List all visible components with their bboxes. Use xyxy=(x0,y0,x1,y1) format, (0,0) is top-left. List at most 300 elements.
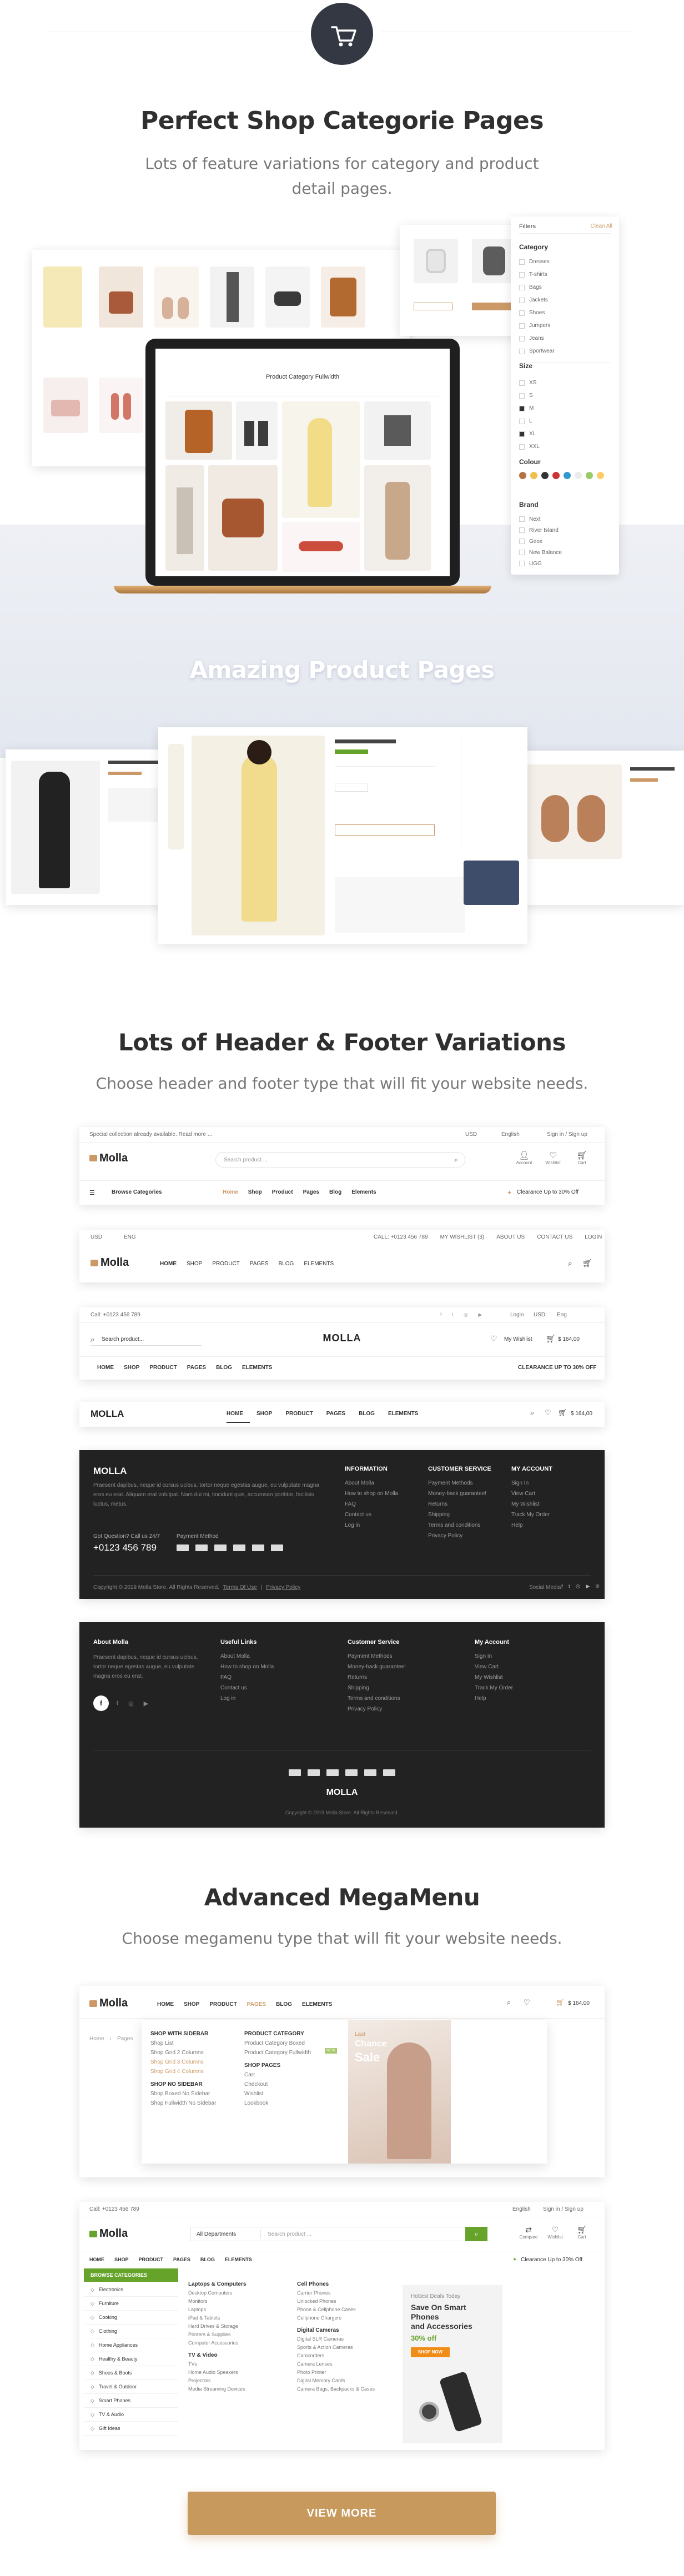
header3-wishlist[interactable]: My Wishlist xyxy=(504,1336,532,1342)
footer-variant-2 xyxy=(79,1622,605,1828)
header1-signin[interactable]: Sign in / Sign up xyxy=(547,1131,587,1138)
footer-link[interactable]: View Cart xyxy=(475,1664,499,1670)
nav-item[interactable]: SHOP xyxy=(124,1365,140,1371)
twitter-icon[interactable]: t xyxy=(117,1700,119,1707)
filter-category-item[interactable] xyxy=(519,306,611,319)
footer-link[interactable]: How to shop on Molla xyxy=(345,1491,399,1497)
footer-link[interactable]: My Wishlist xyxy=(511,1501,540,1507)
megamenu-link[interactable]: Shop Grid 3 Columns xyxy=(150,2059,204,2065)
header1-notice[interactable]: Special collection already available. Read more ... xyxy=(89,1131,213,1138)
cart-icon[interactable]: 🛒︎ xyxy=(556,1998,565,2006)
header4-logo[interactable]: MOLLA xyxy=(90,1408,124,1419)
megamenu-link[interactable]: Media Streaming Devices xyxy=(188,2386,245,2392)
megamenu1-col1-title2[interactable]: SHOP NO SIDEBAR xyxy=(150,2081,203,2087)
category-item[interactable] xyxy=(84,2422,178,2436)
checkbox[interactable] xyxy=(519,516,525,522)
footer-link[interactable]: Track My Order xyxy=(511,1512,550,1518)
nav-item[interactable]: PRODUCT xyxy=(138,2257,164,2262)
nav-item[interactable]: PAGES xyxy=(187,1365,207,1371)
footer-link[interactable]: Shipping xyxy=(428,1512,450,1518)
filters-panel xyxy=(511,217,619,575)
megamenu-link[interactable]: Lookbook xyxy=(244,2100,269,2106)
nav-item[interactable]: PRODUCT xyxy=(149,1365,177,1371)
megamenu-link[interactable]: Laptops xyxy=(188,2307,207,2312)
megamenu-link[interactable]: Product Category Fullwidth xyxy=(244,2050,311,2056)
category-item[interactable] xyxy=(84,2325,178,2338)
banner-sale: Sale xyxy=(355,2050,380,2064)
footer2-logo[interactable]: MOLLA xyxy=(326,1788,358,1797)
active-nav-underline xyxy=(227,1422,250,1423)
color-swatch[interactable] xyxy=(552,472,560,479)
nav-item[interactable]: PRODUCT xyxy=(285,1411,313,1417)
megamenu-link[interactable]: Camera Lenses xyxy=(297,2361,333,2367)
footer-column-title: Customer Service xyxy=(348,1639,400,1646)
filters-category-title[interactable]: Category xyxy=(519,243,549,251)
header1-promo[interactable]: Clearance Up to 30% Off xyxy=(517,1189,579,1195)
category-item[interactable] xyxy=(84,2297,178,2311)
shop-now-button[interactable]: SHOP NOW xyxy=(411,2347,450,2357)
header3-cart-total[interactable]: $ 164,00 xyxy=(558,1336,580,1342)
checkbox[interactable] xyxy=(519,380,525,386)
megamenu-link[interactable]: Computer Accessories xyxy=(188,2340,239,2346)
filter-size-label: S xyxy=(529,393,533,399)
nav-item[interactable]: ELEMENTS xyxy=(388,1411,419,1417)
product-thumb-sandal xyxy=(99,378,143,433)
view-more-label: VIEW MORE xyxy=(306,2507,377,2519)
filter-category-label: Shoes xyxy=(529,310,545,316)
product-main-image-yellow-dress xyxy=(192,736,325,935)
megamenu2-promo[interactable]: Clearance Up to 30% Off xyxy=(521,2257,582,2263)
checkbox[interactable] xyxy=(519,444,525,450)
header3-promo[interactable]: CLEARANCE UP TO 30% OFF xyxy=(518,1365,597,1371)
megamenu-link[interactable]: Monitors xyxy=(188,2298,208,2304)
megamenu1-banner[interactable] xyxy=(348,2020,451,2164)
nav-item[interactable]: Shop xyxy=(248,1189,262,1195)
megamenu-link[interactable]: Shop Boxed No Sidebar xyxy=(150,2091,210,2097)
megamenu2-all-departments[interactable]: All Departments xyxy=(197,2231,237,2237)
megamenu-link[interactable]: Shop Grid 2 Columns xyxy=(150,2050,204,2056)
footer-link[interactable]: FAQ xyxy=(220,1674,232,1681)
header1-language[interactable]: English xyxy=(501,1131,520,1138)
nav-item[interactable]: ELEMENTS xyxy=(304,1261,334,1267)
megamenu2-language[interactable]: English xyxy=(512,2206,531,2212)
footer-link[interactable]: View Cart xyxy=(511,1491,536,1497)
megamenu1-col1-title[interactable]: SHOP WITH SIDEBAR xyxy=(150,2031,209,2037)
megamenu-link[interactable]: TVs xyxy=(188,2361,198,2367)
megamenu2-col2-title[interactable]: Cell Phones xyxy=(297,2281,329,2287)
color-swatch[interactable] xyxy=(530,472,537,479)
filters-brand-title[interactable]: Brand xyxy=(519,501,539,509)
nav-item[interactable]: Blog xyxy=(329,1189,342,1195)
header1-currency[interactable]: USD xyxy=(465,1131,477,1138)
header-icon-label: Account xyxy=(516,1160,532,1165)
filter-category-item[interactable] xyxy=(519,281,611,294)
category-icon: ◇ xyxy=(90,2425,94,2431)
hamburger-icon[interactable]: ☰ xyxy=(89,1190,95,1196)
nav-item[interactable]: Product xyxy=(271,1189,293,1195)
footer-link[interactable]: Track My Order xyxy=(475,1685,514,1691)
footer1-terms-link[interactable]: Terms Of Use xyxy=(223,1584,257,1591)
filters-size-title[interactable]: Size xyxy=(519,362,533,370)
megamenu-link[interactable]: Product Category Boxed xyxy=(244,2040,305,2046)
nav-item[interactable]: HOME xyxy=(160,1261,177,1267)
header3-call[interactable]: Call: +0123 456 789 xyxy=(90,1312,140,1318)
megamenu-link[interactable]: iPad & Tablets xyxy=(188,2315,220,2321)
banner-chance: Chance xyxy=(355,2039,387,2049)
footer-column-title: CUSTOMER SERVICE xyxy=(428,1466,491,1472)
megamenu-link[interactable]: Unlocked Phones xyxy=(297,2298,336,2304)
nav-item[interactable]: HOME xyxy=(157,2001,174,2008)
megamenu-link[interactable]: Desktop Computers xyxy=(188,2290,233,2296)
facebook-icon[interactable]: f xyxy=(93,1695,109,1711)
size-select[interactable] xyxy=(335,783,368,792)
megamenu-link[interactable]: Digital Memory Cards xyxy=(297,2378,345,2383)
footer-link[interactable]: FAQ xyxy=(345,1501,356,1507)
color-swatch[interactable] xyxy=(519,472,526,479)
filter-size-item[interactable] xyxy=(519,389,611,402)
footer-link[interactable]: Payment Methods xyxy=(428,1480,473,1486)
filter-category-item[interactable] xyxy=(519,255,611,268)
megamenu1-cart-total[interactable]: $ 164,00 xyxy=(568,2000,590,2006)
footer-link[interactable]: Privacy Policy xyxy=(348,1706,383,1712)
megamenu-link[interactable]: Shop List xyxy=(150,2040,174,2046)
checkbox[interactable] xyxy=(519,336,525,341)
filter-category-label: Jeans xyxy=(529,335,544,341)
header1-search[interactable] xyxy=(215,1152,465,1168)
header1-logo[interactable]: Molla xyxy=(99,1152,128,1164)
filter-category-item[interactable] xyxy=(519,345,611,358)
header2-logo[interactable]: Molla xyxy=(100,1256,129,1269)
megamenu2-browse-header[interactable] xyxy=(84,2268,178,2282)
product-section-title: Amazing Product Pages xyxy=(189,656,495,683)
payment-card-icon xyxy=(195,1544,208,1551)
category-item[interactable] xyxy=(84,2283,178,2297)
footer-link[interactable]: Help xyxy=(511,1522,523,1528)
add-to-cart-button[interactable] xyxy=(414,303,452,310)
checkbox[interactable] xyxy=(519,259,525,265)
footer-column xyxy=(220,1639,348,1714)
header1-search-placeholder: Search product ... xyxy=(224,1157,268,1163)
account-icon[interactable]: 👤︎ Account xyxy=(510,1150,539,1173)
nav-item[interactable]: HOME xyxy=(227,1411,243,1417)
category-icon: ◇ xyxy=(90,2286,94,2292)
megamenu-link[interactable]: Photo Printer xyxy=(297,2369,326,2375)
cart-icon xyxy=(311,3,373,65)
megamenu-section-title: Advanced MegaMenu xyxy=(204,1884,480,1911)
header2-language[interactable]: ENG xyxy=(124,1234,136,1240)
category-item[interactable] xyxy=(84,2366,178,2380)
header3-currency[interactable]: USD xyxy=(534,1312,546,1318)
search-icon[interactable]: ⌕ xyxy=(90,1335,95,1344)
megamenu2-banner[interactable] xyxy=(403,2285,502,2443)
cart-icon[interactable]: 🛒︎ xyxy=(546,1334,556,1343)
footer-link[interactable]: Log in xyxy=(345,1522,360,1528)
nav-item[interactable]: ELEMENTS xyxy=(224,2257,252,2262)
header3-language[interactable]: Eng xyxy=(557,1312,567,1318)
product-page-preview-right xyxy=(522,751,684,905)
header3-logo[interactable]: MOLLA xyxy=(323,1332,361,1344)
megamenu-link[interactable]: Carrier Phones xyxy=(297,2290,331,2296)
nav-item[interactable]: BLOG xyxy=(200,2257,215,2262)
footer-link[interactable]: Contact us xyxy=(220,1685,247,1691)
cart-icon[interactable]: 🛒︎ Cart xyxy=(567,1150,596,1173)
footer-link[interactable]: Privacy Policy xyxy=(428,1533,463,1539)
checkbox[interactable] xyxy=(519,298,525,303)
filter-size-item[interactable] xyxy=(519,440,611,453)
filter-brand-item[interactable] xyxy=(519,547,611,558)
breadcrumb-pages[interactable]: Pages xyxy=(117,2036,133,2042)
heart-icon[interactable]: ♡ Wishlist xyxy=(539,1150,567,1173)
footer-link[interactable]: Returns xyxy=(348,1674,368,1681)
footer1-copyright: Copyright © 2019 Molla Store. All Rights Reserved. xyxy=(93,1584,219,1591)
filter-category-item[interactable] xyxy=(519,268,611,281)
view-more-button[interactable] xyxy=(188,2492,496,2535)
nav-item[interactable]: PAGES xyxy=(247,2001,266,2008)
nav-item[interactable]: HOME xyxy=(97,1365,114,1371)
megamenu-link[interactable]: Shop Fullwidth No Sidebar xyxy=(150,2100,217,2106)
header2-top-link[interactable]: LOGIN xyxy=(585,1234,602,1240)
header2-top-link[interactable]: CONTACT US xyxy=(537,1234,573,1240)
checkbox[interactable] xyxy=(519,272,525,278)
megamenu-link[interactable]: Projectors xyxy=(188,2378,211,2383)
checkbox[interactable] xyxy=(519,323,525,329)
megamenu1-col2-title[interactable]: PRODUCT CATEGORY xyxy=(244,2031,304,2037)
search-icon[interactable]: ⌕ xyxy=(454,1156,458,1164)
checkbox[interactable] xyxy=(519,419,525,424)
nav-item[interactable]: SHOP xyxy=(114,2257,129,2262)
youtube-icon[interactable]: ▶ xyxy=(143,1700,149,1707)
megamenu-link[interactable]: Wishlist xyxy=(244,2091,264,2097)
megamenu2-col1-title[interactable]: Laptops & Computers xyxy=(188,2281,247,2287)
checkbox[interactable] xyxy=(519,539,525,544)
nav-item[interactable]: SHOP xyxy=(187,1261,203,1267)
filter-brand-item[interactable] xyxy=(519,536,611,547)
filter-category-label: Dresses xyxy=(529,259,550,265)
nav-item[interactable]: HOME xyxy=(89,2257,104,2262)
header3-login[interactable]: Login xyxy=(510,1312,524,1318)
nav-item[interactable]: SHOP xyxy=(184,2001,200,2008)
megamenu2-signin[interactable]: Sign in / Sign up xyxy=(543,2206,584,2212)
nav-item[interactable]: PAGES xyxy=(326,1411,346,1417)
megamenu2-col1-title2[interactable]: TV & Video xyxy=(188,2352,218,2358)
heart-icon[interactable]: ♡ xyxy=(490,1334,497,1343)
nav-item[interactable]: BLOG xyxy=(276,2001,292,2008)
category-item[interactable] xyxy=(84,2408,178,2422)
category-item[interactable] xyxy=(84,2338,178,2352)
footer-link[interactable]: Terms and conditions xyxy=(428,1522,481,1528)
filter-category-label: Jackets xyxy=(529,297,548,303)
megamenu-link[interactable]: Camera Bags, Backpacks & Cases xyxy=(297,2386,375,2392)
megamenu1-logo[interactable]: Molla xyxy=(99,1997,128,2009)
megamenu2-logo[interactable]: Molla xyxy=(99,2227,128,2240)
social-icons[interactable]: f t ◎ ▶ ℗ xyxy=(561,1583,602,1589)
checkbox[interactable] xyxy=(519,431,525,437)
header-variant-2 xyxy=(79,1230,605,1282)
category-icon: ◇ xyxy=(90,2397,94,2403)
footer1-privacy-link[interactable]: Privacy Policy xyxy=(266,1584,301,1591)
nav-item[interactable]: PAGES xyxy=(249,1261,269,1267)
filter-brand-item[interactable] xyxy=(519,514,611,525)
heart-icon[interactable]: ♡ Wishlist xyxy=(542,2225,569,2240)
footer-link[interactable]: Sign In xyxy=(511,1480,529,1486)
footer-link[interactable]: Contact us xyxy=(345,1512,371,1518)
checkbox[interactable] xyxy=(519,406,525,411)
checkbox[interactable] xyxy=(519,527,525,533)
compare-icon[interactable]: ⇄ Compare xyxy=(515,2225,542,2240)
category-label: Healthy & Beauty xyxy=(98,2356,138,2362)
footer1-phone[interactable]: +0123 456 789 xyxy=(93,1542,157,1553)
cart-icon[interactable]: 🛒︎ xyxy=(558,1408,567,1417)
product-thumb-bag xyxy=(99,266,143,328)
megamenu1-dropdown xyxy=(142,2020,547,2164)
filter-size-item[interactable] xyxy=(519,376,611,389)
filter-size-label: XXL xyxy=(529,444,540,450)
nav-item[interactable]: ELEMENTS xyxy=(301,2001,333,2008)
header2-top-link[interactable]: CALL: +0123 456 789 xyxy=(374,1234,428,1240)
category-item[interactable] xyxy=(84,2394,178,2408)
footer-link[interactable]: How to shop on Molla xyxy=(220,1664,274,1670)
search-icon[interactable]: ⌕ xyxy=(465,2227,487,2241)
color-swatch[interactable] xyxy=(541,472,549,479)
header1-browse[interactable]: Browse Categories xyxy=(112,1189,162,1195)
product-thumb-sneakers xyxy=(265,266,310,328)
megamenu-link[interactable]: Phone & Cellphone Cases xyxy=(297,2307,356,2312)
megamenu-link[interactable]: Printers & Supplies xyxy=(188,2332,231,2337)
megamenu-link[interactable]: Cellphone Chargers xyxy=(297,2315,342,2321)
filter-category-label: Sportwear xyxy=(529,348,555,354)
category-item[interactable] xyxy=(84,2311,178,2325)
shop-section-subtitle-2: detail pages. xyxy=(291,179,393,198)
filters-clear-link[interactable]: Clean All xyxy=(590,223,612,229)
checkbox[interactable] xyxy=(519,393,525,399)
header3-search-placeholder[interactable]: Search product... xyxy=(102,1336,144,1342)
category-item[interactable] xyxy=(84,2380,178,2394)
checkbox[interactable] xyxy=(519,285,525,290)
nav-item[interactable]: Elements xyxy=(351,1189,376,1195)
color-swatch[interactable] xyxy=(597,472,604,479)
filter-size-item[interactable] xyxy=(519,427,611,440)
nav-item[interactable]: PRODUCT xyxy=(212,1261,240,1267)
filter-brand-label: New Balance xyxy=(529,549,562,556)
search-icon[interactable]: ⌕ xyxy=(568,1259,572,1267)
color-swatch[interactable] xyxy=(564,472,571,479)
megamenu-link[interactable]: Camcorders xyxy=(297,2353,325,2358)
footer2-about: Praesent dapibus, neque id cursus ucibus, tortor neque egestas augue, eu vulputate magna eros eu erat. xyxy=(93,1654,198,1679)
nav-item[interactable]: BLOG xyxy=(278,1261,294,1267)
filter-category-item[interactable] xyxy=(519,319,611,332)
category-icon: ◇ xyxy=(90,2342,94,2348)
heart-icon[interactable]: ♡ xyxy=(545,1408,551,1417)
header2-top-link[interactable]: ABOUT US xyxy=(496,1234,525,1240)
breadcrumb-home[interactable]: Home xyxy=(89,2036,104,2042)
filter-size-item[interactable] xyxy=(519,402,611,415)
filter-category-item[interactable] xyxy=(519,294,611,306)
category-label: Clothing xyxy=(98,2328,117,2334)
footer-link[interactable]: Payment Methods xyxy=(348,1653,393,1659)
header-variant-1 xyxy=(79,1127,605,1205)
color-swatch[interactable] xyxy=(575,472,582,479)
megamenu2-col2-title2[interactable]: Digital Cameras xyxy=(297,2327,339,2333)
cart-icon[interactable]: 🛒︎ Cart xyxy=(569,2225,595,2240)
megamenu2-call[interactable]: Call: +0123 456 789 xyxy=(89,2206,139,2212)
checkbox[interactable] xyxy=(519,310,525,316)
social-icons[interactable]: f t ◎ ▶ xyxy=(440,1312,487,1317)
footer-link[interactable]: Returns xyxy=(428,1501,448,1507)
search-icon[interactable]: ⌕ xyxy=(507,1998,511,2006)
heart-icon[interactable]: ♡ xyxy=(524,1998,530,2006)
header2-top-link[interactable]: MY WISHLIST (3) xyxy=(440,1234,485,1240)
megamenu1-col2-title2[interactable]: SHOP PAGES xyxy=(244,2062,281,2069)
megamenu-link[interactable]: Shop Grid 4 Columns xyxy=(150,2069,204,2075)
megamenu-link[interactable]: Home Audio Speakers xyxy=(188,2369,238,2375)
nav-item[interactable]: PAGES xyxy=(173,2257,190,2262)
add-to-cart-button[interactable] xyxy=(335,824,435,836)
nav-item[interactable]: PRODUCT xyxy=(209,2001,237,2008)
cart-icon[interactable]: 🛒︎ xyxy=(582,1259,592,1267)
footer-column-title: My Account xyxy=(475,1639,509,1646)
footer-link[interactable]: Shipping xyxy=(348,1685,369,1691)
category-item[interactable] xyxy=(84,2352,178,2366)
product-thumb-smartwatch xyxy=(472,239,516,283)
banner-last: Last xyxy=(355,2031,365,2037)
color-swatch[interactable] xyxy=(586,472,593,479)
megamenu-link[interactable]: Digital SLR Cameras xyxy=(297,2336,344,2342)
megamenu-link[interactable]: Sports & Action Cameras xyxy=(297,2344,353,2350)
checkbox[interactable] xyxy=(519,550,525,555)
checkbox[interactable] xyxy=(519,561,525,566)
nav-item[interactable]: BLOG xyxy=(359,1411,375,1417)
nav-item[interactable]: SHOP xyxy=(256,1411,273,1417)
footer-link[interactable]: Money-back guarantee! xyxy=(348,1664,406,1670)
filter-category-item[interactable] xyxy=(519,332,611,345)
footer-link[interactable]: Money-back guarantee! xyxy=(428,1491,487,1497)
payment-card-icon xyxy=(233,1544,245,1551)
instagram-icon[interactable]: ◎ xyxy=(128,1700,134,1707)
category-icon: ◇ xyxy=(90,2328,94,2334)
header2-currency[interactable]: USD xyxy=(90,1234,103,1240)
footer-link[interactable]: About Molla xyxy=(220,1653,250,1659)
add-to-cart-button[interactable] xyxy=(472,303,511,310)
filter-brand-item[interactable] xyxy=(519,558,611,569)
megamenu-link[interactable]: Checkout xyxy=(244,2081,268,2087)
checkbox[interactable] xyxy=(519,349,525,354)
product-thumb-strip xyxy=(168,744,184,849)
megamenu-link[interactable]: Cart xyxy=(244,2072,255,2078)
footer-link[interactable]: About Molla xyxy=(345,1480,374,1486)
filter-brand-item[interactable] xyxy=(519,525,611,536)
nav-item[interactable]: Home xyxy=(223,1189,238,1195)
nav-item[interactable]: Pages xyxy=(303,1189,320,1195)
megamenu2-search[interactable] xyxy=(190,2227,487,2241)
nav-item[interactable]: ELEMENTS xyxy=(242,1365,273,1371)
footer-link[interactable]: Log in xyxy=(220,1695,236,1702)
megamenu2-banner-title2: Phones xyxy=(411,2312,439,2321)
footer-link[interactable]: Sign In xyxy=(475,1653,492,1659)
footer-link[interactable]: My Wishlist xyxy=(475,1674,503,1681)
footer1-logo[interactable]: MOLLA xyxy=(93,1466,127,1476)
megamenu-link[interactable]: Hard Drives & Storage xyxy=(188,2323,239,2329)
category-label: Electronics xyxy=(98,2287,123,2292)
footer-link[interactable]: Help xyxy=(475,1695,486,1702)
footer-link[interactable]: Terms and conditions xyxy=(348,1695,400,1702)
filters-colour-title[interactable]: Colour xyxy=(519,458,541,466)
header4-cart-total[interactable]: $ 164,00 xyxy=(571,1411,592,1417)
search-icon[interactable]: ⌕ xyxy=(530,1408,535,1417)
filter-size-item[interactable] xyxy=(519,415,611,427)
nav-item[interactable]: BLOG xyxy=(216,1365,232,1371)
footer-column xyxy=(428,1466,511,1541)
category-icon: ◇ xyxy=(90,2369,94,2376)
